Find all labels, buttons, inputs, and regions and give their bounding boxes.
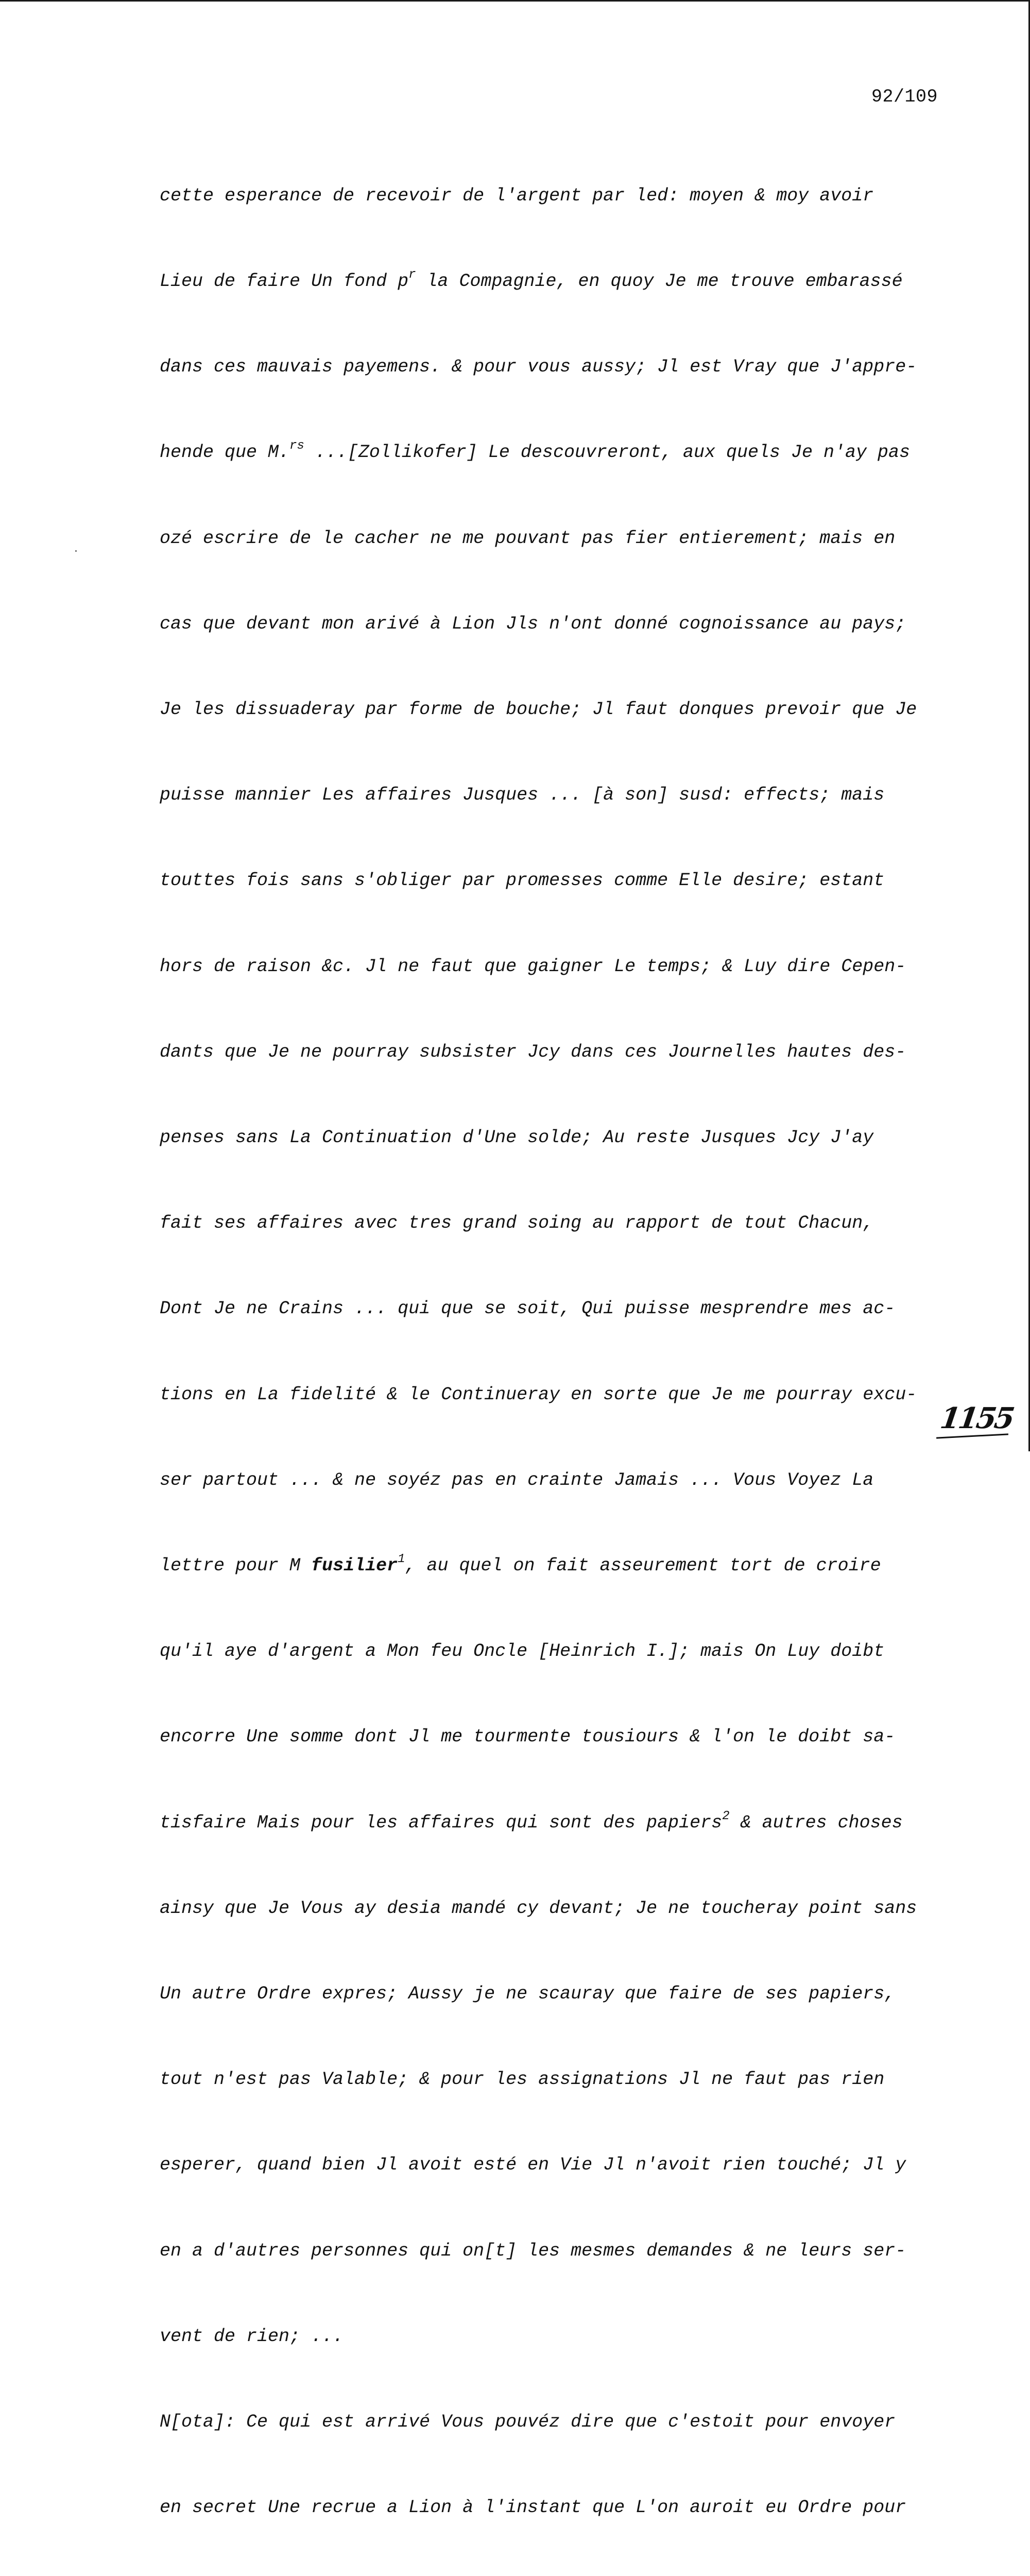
text-line: ser partout ... & ne soyéz pas en crainte Jamais ... Vous Voyez La <box>160 1469 874 1490</box>
text-line <box>160 438 963 467</box>
text-segment: lettre pour M <box>160 1555 312 1577</box>
text-segment: & autres choses <box>729 1812 903 1833</box>
scan-border-top <box>0 0 1030 2</box>
text-segment: , au quel on fait asseurement tort de croire <box>405 1555 881 1577</box>
text-line: en secret Une recrue a Lion à l'instant que L'on auroit eu Ordre pour <box>160 2497 906 2518</box>
text-line <box>160 267 963 296</box>
text-line: hors de raison &c. Jl ne faut que gaigner Le temps; & Luy dire Cepen- <box>160 956 906 977</box>
text-line: esperer, quand bien Jl avoit esté en Vie Jl n'avoit rien touché; Jl y <box>160 2155 906 2176</box>
footnote-marker: 1 <box>398 1552 405 1567</box>
text-line: puisse mannier Les affaires Jusques ... [à son] susd: effects; mais <box>160 785 885 806</box>
text-line: tout n'est pas Valable; & pour les assignations Jl ne faut pas rien <box>160 2069 885 2090</box>
footnote-marker: 2 <box>722 1809 730 1823</box>
text-segment: la Compagnie, en quoy Je me trouve embarassé <box>416 271 903 292</box>
text-segment: hende que M. <box>160 442 290 463</box>
text-line: cas que devant mon arivé à Lion Jls n'ont donné cognoissance au pays; <box>160 613 906 634</box>
text-line: cette esperance de recevoir de l'argent par led: moyen & moy avoir <box>160 185 874 206</box>
text-line: touttes fois sans s'obliger par promesses comme Elle desire; estant <box>160 870 885 891</box>
bold-name: fusilier <box>311 1555 398 1577</box>
text-line: dans ces mauvais payemens. & pour vous aussy; Jl est Vray que J'appre- <box>160 357 917 378</box>
text-line: vent de rien; ... <box>160 2326 344 2347</box>
superscript: r <box>408 268 416 282</box>
text-line: Un autre Ordre expres; Aussy je ne scauray que faire de ses papiers, <box>160 1984 896 2005</box>
text-line: penses sans La Continuation d'Une solde; Au reste Jusques Jcy J'ay <box>160 1127 874 1148</box>
text-line: tions en La fidelité & le Continueray en sorte que Je me pourray excu- <box>160 1384 917 1405</box>
text-segment: tisfaire Mais pour les affaires qui sont des papiers <box>160 1812 723 1833</box>
text-line: ainsy que Je Vous ay desia mandé cy devant; Je ne toucheray point sans <box>160 1897 917 1919</box>
text-segment: ...[Zollikofer] Le descouvreront, aux quels Je n'ay pas <box>304 442 911 463</box>
folio-stamp: 1155 <box>938 1401 1015 1435</box>
superscript: rs <box>289 439 304 453</box>
text-line <box>160 1809 963 1837</box>
transcription-body <box>160 125 963 2576</box>
text-line: encorre Une somme dont Jl me tourmente tousiours & l'on le doibt sa- <box>160 1726 896 1748</box>
text-line: fait ses affaires avec tres grand soing au rapport de tout Chacun, <box>160 1213 874 1234</box>
text-segment: Lieu de faire Un fond p <box>160 271 409 292</box>
text-line <box>160 1552 963 1580</box>
text-line: Je les dissuaderay par forme de bouche; Jl faut donques prevoir que Je <box>160 699 917 720</box>
text-line: Dont Je ne Crains ... qui que se soit, Qui puisse mesprendre mes ac- <box>160 1298 896 1319</box>
text-line: ozé escrire de le cacher ne me pouvant pas fier entierement; mais en <box>160 528 896 549</box>
page-number: 92/109 <box>871 87 938 107</box>
scan-speck <box>75 550 77 552</box>
text-line: N[ota]: Ce qui est arrivé Vous pouvéz dire que c'estoit pour envoyer <box>160 2412 896 2433</box>
text-line: dants que Je ne pourray subsister Jcy dans ces Journelles hautes des- <box>160 1041 906 1062</box>
text-line: qu'il aye d'argent a Mon feu Oncle [Heinrich I.]; mais On Luy doibt <box>160 1641 885 1662</box>
text-line: en a d'autres personnes qui on[t] les mesmes demandes & ne leurs ser- <box>160 2240 906 2261</box>
